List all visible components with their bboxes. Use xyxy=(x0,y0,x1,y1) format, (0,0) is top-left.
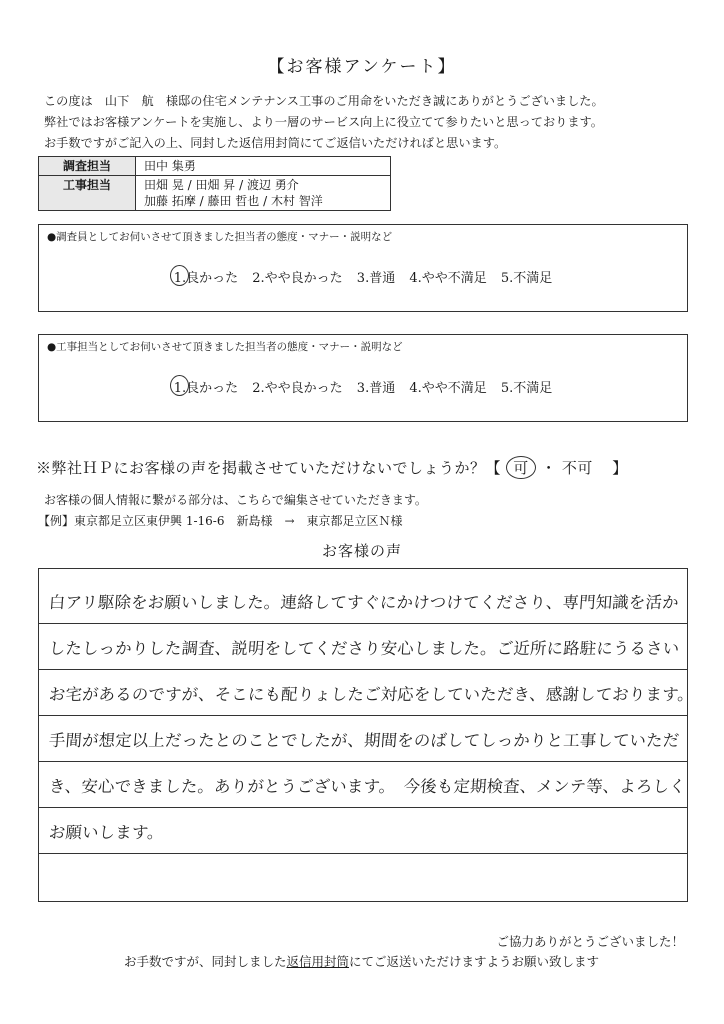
q1-option-3[interactable]: 3.普通 xyxy=(356,271,396,286)
q2-option-3[interactable]: 3.普通 xyxy=(356,381,396,396)
voice-rule xyxy=(39,669,687,670)
voice-handwritten-line-3: お宅があるのですが、そこにも配りょしたご対応をしていただき、感謝しております。 xyxy=(48,685,695,704)
staff-table xyxy=(38,156,391,211)
hp-option-no[interactable]: 不可 xyxy=(561,459,593,477)
intro-line-3: お手数ですがご記入の上、同封した返信用封筒にてご返信いただければと思います。 xyxy=(44,136,507,150)
closing-message xyxy=(124,952,599,970)
survey-staff-label: 調査担当 xyxy=(39,157,136,176)
question-2-options xyxy=(39,377,687,396)
privacy-note: お客様の個人情報に繋がる部分は、こちらで編集させていただきます。 xyxy=(44,493,427,507)
return-envelope-text: 返信用封筒 xyxy=(286,954,350,969)
voice-rule xyxy=(39,807,687,808)
survey-staff-row xyxy=(39,157,391,176)
work-staff-label: 工事担当 xyxy=(39,176,136,211)
work-staff-value-line-1: 田畑 晃 / 田畑 昇 / 渡辺 勇介 xyxy=(144,178,299,192)
q1-option-1-selected[interactable]: 1.良かった xyxy=(174,267,238,286)
hp-bracket-close: 】 xyxy=(612,459,628,477)
q1-option-4[interactable]: 4.やや不満足 xyxy=(409,271,487,286)
voice-handwritten-line-4: 手間が想定以上だったとのことでしたが、期間をのばしてしっかりと工事していただ xyxy=(48,731,681,750)
voice-rule xyxy=(39,853,687,854)
q1-option-5[interactable]: 5.不満足 xyxy=(500,271,553,286)
privacy-example: 【例】東京都足立区東伊興 1-16-6 新島様 → 東京都足立区Ｎ様 xyxy=(38,514,403,528)
q2-option-4[interactable]: 4.やや不満足 xyxy=(409,381,487,396)
hp-option-yes-selected[interactable]: 可 xyxy=(506,456,536,479)
hp-question-text: ※弊社ＨＰにお客様の声を掲載させていただけないでしょうか？【 xyxy=(36,459,502,477)
work-staff-value xyxy=(136,176,391,211)
question-2-box xyxy=(38,334,688,422)
q2-option-5[interactable]: 5.不満足 xyxy=(500,381,553,396)
thanks-message: ご協力ありがとうございました！ xyxy=(496,934,684,949)
hp-option-separator: ・ xyxy=(541,459,557,477)
voice-handwritten-line-1: 白アリ駆除をお願いしました。連絡してすぐにかけつけてくださり、専門知識を活か xyxy=(48,593,680,612)
customer-voice-title: お客様の声 xyxy=(321,542,402,560)
work-staff-value-line-2: 加藤 拓摩 / 藤田 哲也 / 木村 智洋 xyxy=(144,194,323,208)
survey-title: 【お客様アンケート】 xyxy=(267,57,457,77)
voice-handwritten-line-2: したしっかりした調査、説明をしてくださり安心しました。ご近所に路駐にうるさい xyxy=(48,639,681,658)
intro-line-2: 弊社ではお客様アンケートを実施し、より一層のサービス向上に役立てて参りたいと思っております。 xyxy=(44,115,603,129)
intro-line-1: この度は 山下 航 様邸の住宅メンテナンス工事のご用命をいただき誠にありがとうございました。 xyxy=(44,94,604,108)
voice-rule xyxy=(39,715,687,716)
voice-rule xyxy=(39,623,687,624)
voice-rule xyxy=(39,761,687,762)
question-2-text: ●工事担当としてお伺いさせて頂きました担当者の態度・マナー・説明など xyxy=(47,341,403,353)
voice-handwritten-line-5: き、安心できました。ありがとうございます。 今後も定期検査、メンテ等、よろしく xyxy=(48,777,687,796)
customer-voice-box xyxy=(38,568,695,902)
work-staff-row xyxy=(39,176,391,211)
question-1-text: ●調査員としてお伺いさせて頂きました担当者の態度・マナー・説明など xyxy=(47,231,393,243)
hp-permission-question xyxy=(36,456,628,479)
closing-text-before: お手数ですが、同封しました xyxy=(124,954,287,969)
closing-text-after: にてご返送いただけますようお願い致します xyxy=(349,954,600,969)
q2-option-2[interactable]: 2.やや良かった xyxy=(252,381,343,396)
q2-option-1-selected[interactable]: 1.良かった xyxy=(174,377,238,396)
survey-staff-value: 田中 集勇 xyxy=(136,157,391,176)
q1-option-2[interactable]: 2.やや良かった xyxy=(252,271,343,286)
question-1-options xyxy=(39,267,687,286)
question-1-box xyxy=(38,224,688,312)
voice-handwritten-line-6: お願いします。 xyxy=(48,823,165,842)
